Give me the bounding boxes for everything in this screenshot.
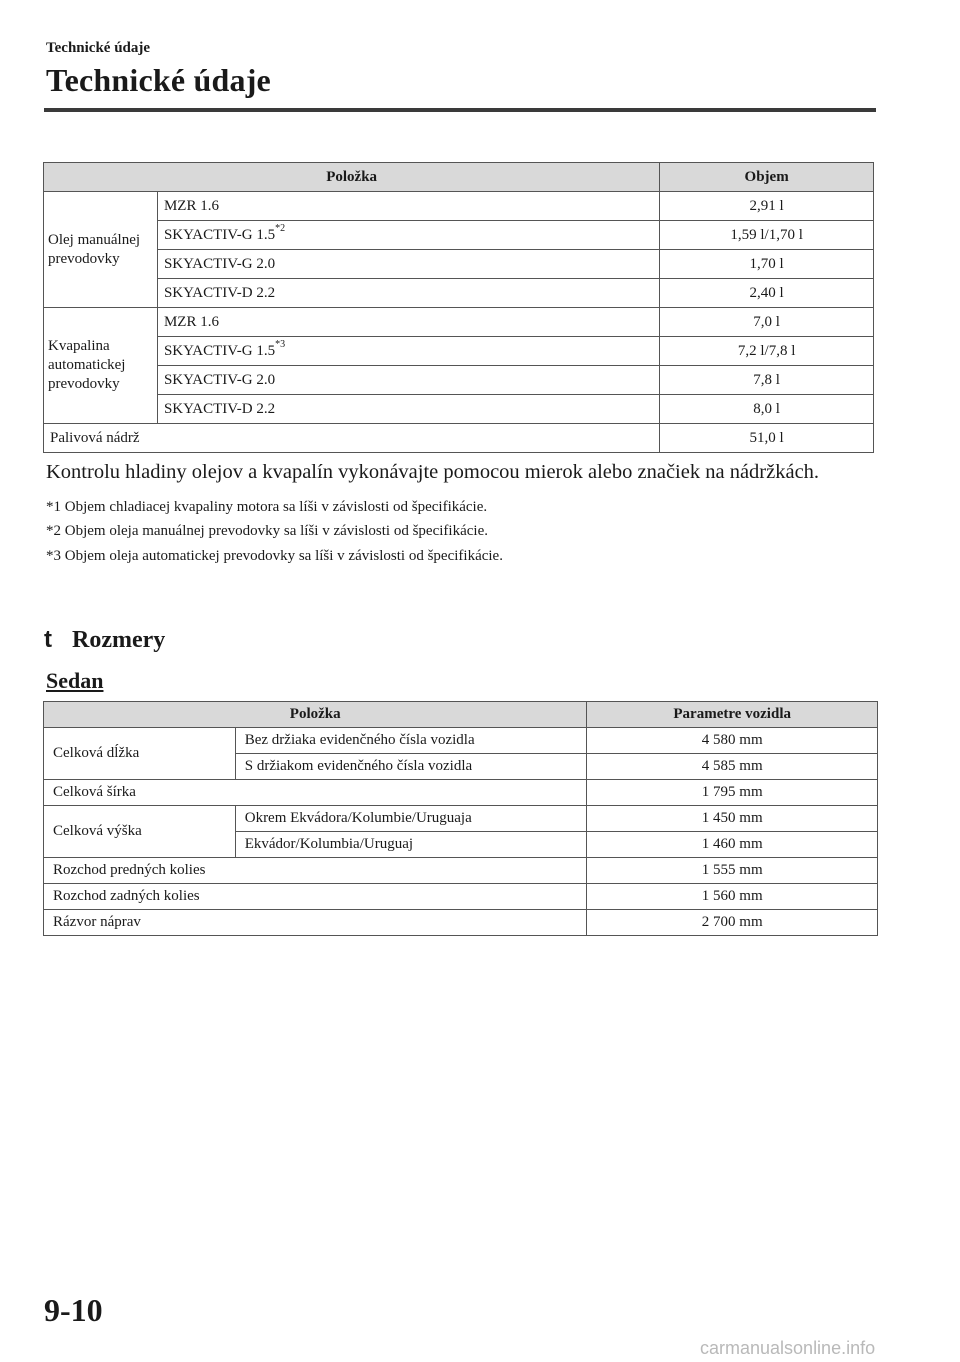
table-row [44,424,874,453]
group-label-height: Celková výška [44,806,236,858]
section-heading [44,626,165,654]
group-label-automatic-fluid: Kvapalina automatickej prevodovky [44,308,158,424]
row-item-width: Celková šírka [44,780,587,806]
group-label-manual-oil: Olej manuálnej prevodovky [44,192,158,308]
row-item: MZR 1.6 [157,192,659,221]
table-row [44,279,874,308]
table-row [44,337,874,366]
dimensions-table [43,701,878,936]
row-value: 7,0 l [660,308,874,337]
page-number: 9-10 [44,1292,103,1328]
table-row [44,250,874,279]
table-row [44,806,878,832]
table-header-row [44,163,874,192]
section-title: Rozmery [72,627,166,653]
row-value: 2,40 l [660,279,874,308]
row-item: Okrem Ekvádora/Kolumbie/Uruguaja [235,806,587,832]
section-bullet-icon: t [44,626,52,653]
row-value: 1 795 mm [587,780,878,806]
row-item: Ekvádor/Kolumbia/Uruguaj [235,832,587,858]
row-item-rear-track: Rozchod zadných kolies [44,884,587,910]
row-value: 1,70 l [660,250,874,279]
page-title: Technické údaje [46,62,271,98]
footnote-2: *2 Objem oleja manuálnej prevodovky sa líši v závislosti od špecifikácie. [46,523,488,539]
row-item: SKYACTIV-G 1.5$^{*3}$ [157,337,659,366]
row-value: 4 580 mm [587,728,878,754]
footnote-1: *1 Objem chladiacej kvapaliny motora sa líši v závislosti od špecifikácie. [46,499,488,515]
row-item: SKYACTIV-G 2.0 [157,366,659,395]
capacity-table [43,162,874,453]
group-label-length: Celková dĺžka [44,728,236,780]
row-item: SKYACTIV-G 1.5$^{*2}$ [157,221,659,250]
row-item: MZR 1.6 [157,308,659,337]
inspection-note: Kontrolu hladiny olejov a kvapalín vykonávajte pomocou mierok alebo značiek na nádržkách. [46,461,820,483]
row-value: 7,8 l [660,366,874,395]
table-row [44,884,878,910]
column-header-item: Položka [44,163,660,192]
subsection-heading: Sedan [46,668,104,693]
title-rule [44,108,876,112]
row-value: 8,0 l [660,395,874,424]
table-row [44,221,874,250]
row-value: 4 585 mm [587,754,878,780]
row-value: 1 460 mm [587,832,878,858]
row-value: 7,2 l/7,8 l [660,337,874,366]
table-row [44,728,878,754]
column-header-value: Parametre vozidla [587,702,878,728]
watermark: carmanualsonline.info [700,1338,876,1358]
footnote-ref: *3 [275,338,286,350]
footnote-3: *3 Objem oleja automatickej prevodovky sa líši v závislosti od špecifikácie. [46,548,503,564]
row-value: 1,59 l/1,70 l [660,221,874,250]
table-row [44,780,878,806]
row-value: 51,0 l [660,424,874,453]
row-item-front-track: Rozchod predných kolies [44,858,587,884]
row-item-wheelbase: Rázvor náprav [44,910,587,936]
column-header-item: Položka [44,702,587,728]
table-row [44,366,874,395]
row-value: 1 450 mm [587,806,878,832]
running-head: Technické údaje [46,40,151,56]
column-header-value: Objem [660,163,874,192]
table-row [44,910,878,936]
table-row [44,858,878,884]
row-item: SKYACTIV-D 2.2 [157,279,659,308]
row-value: 2,91 l [660,192,874,221]
row-item: S držiakom evidenčného čísla vozidla [235,754,587,780]
table-row [44,192,874,221]
row-value: 2 700 mm [587,910,878,936]
row-value: 1 555 mm [587,858,878,884]
footnote-ref: *2 [275,222,286,234]
row-item: Bez držiaka evidenčného čísla vozidla [235,728,587,754]
table-row [44,395,874,424]
row-item-fuel-tank: Palivová nádrž [44,424,660,453]
row-item: SKYACTIV-G 2.0 [157,250,659,279]
table-row [44,308,874,337]
table-header-row [44,702,878,728]
row-value: 1 560 mm [587,884,878,910]
row-item: SKYACTIV-D 2.2 [157,395,659,424]
